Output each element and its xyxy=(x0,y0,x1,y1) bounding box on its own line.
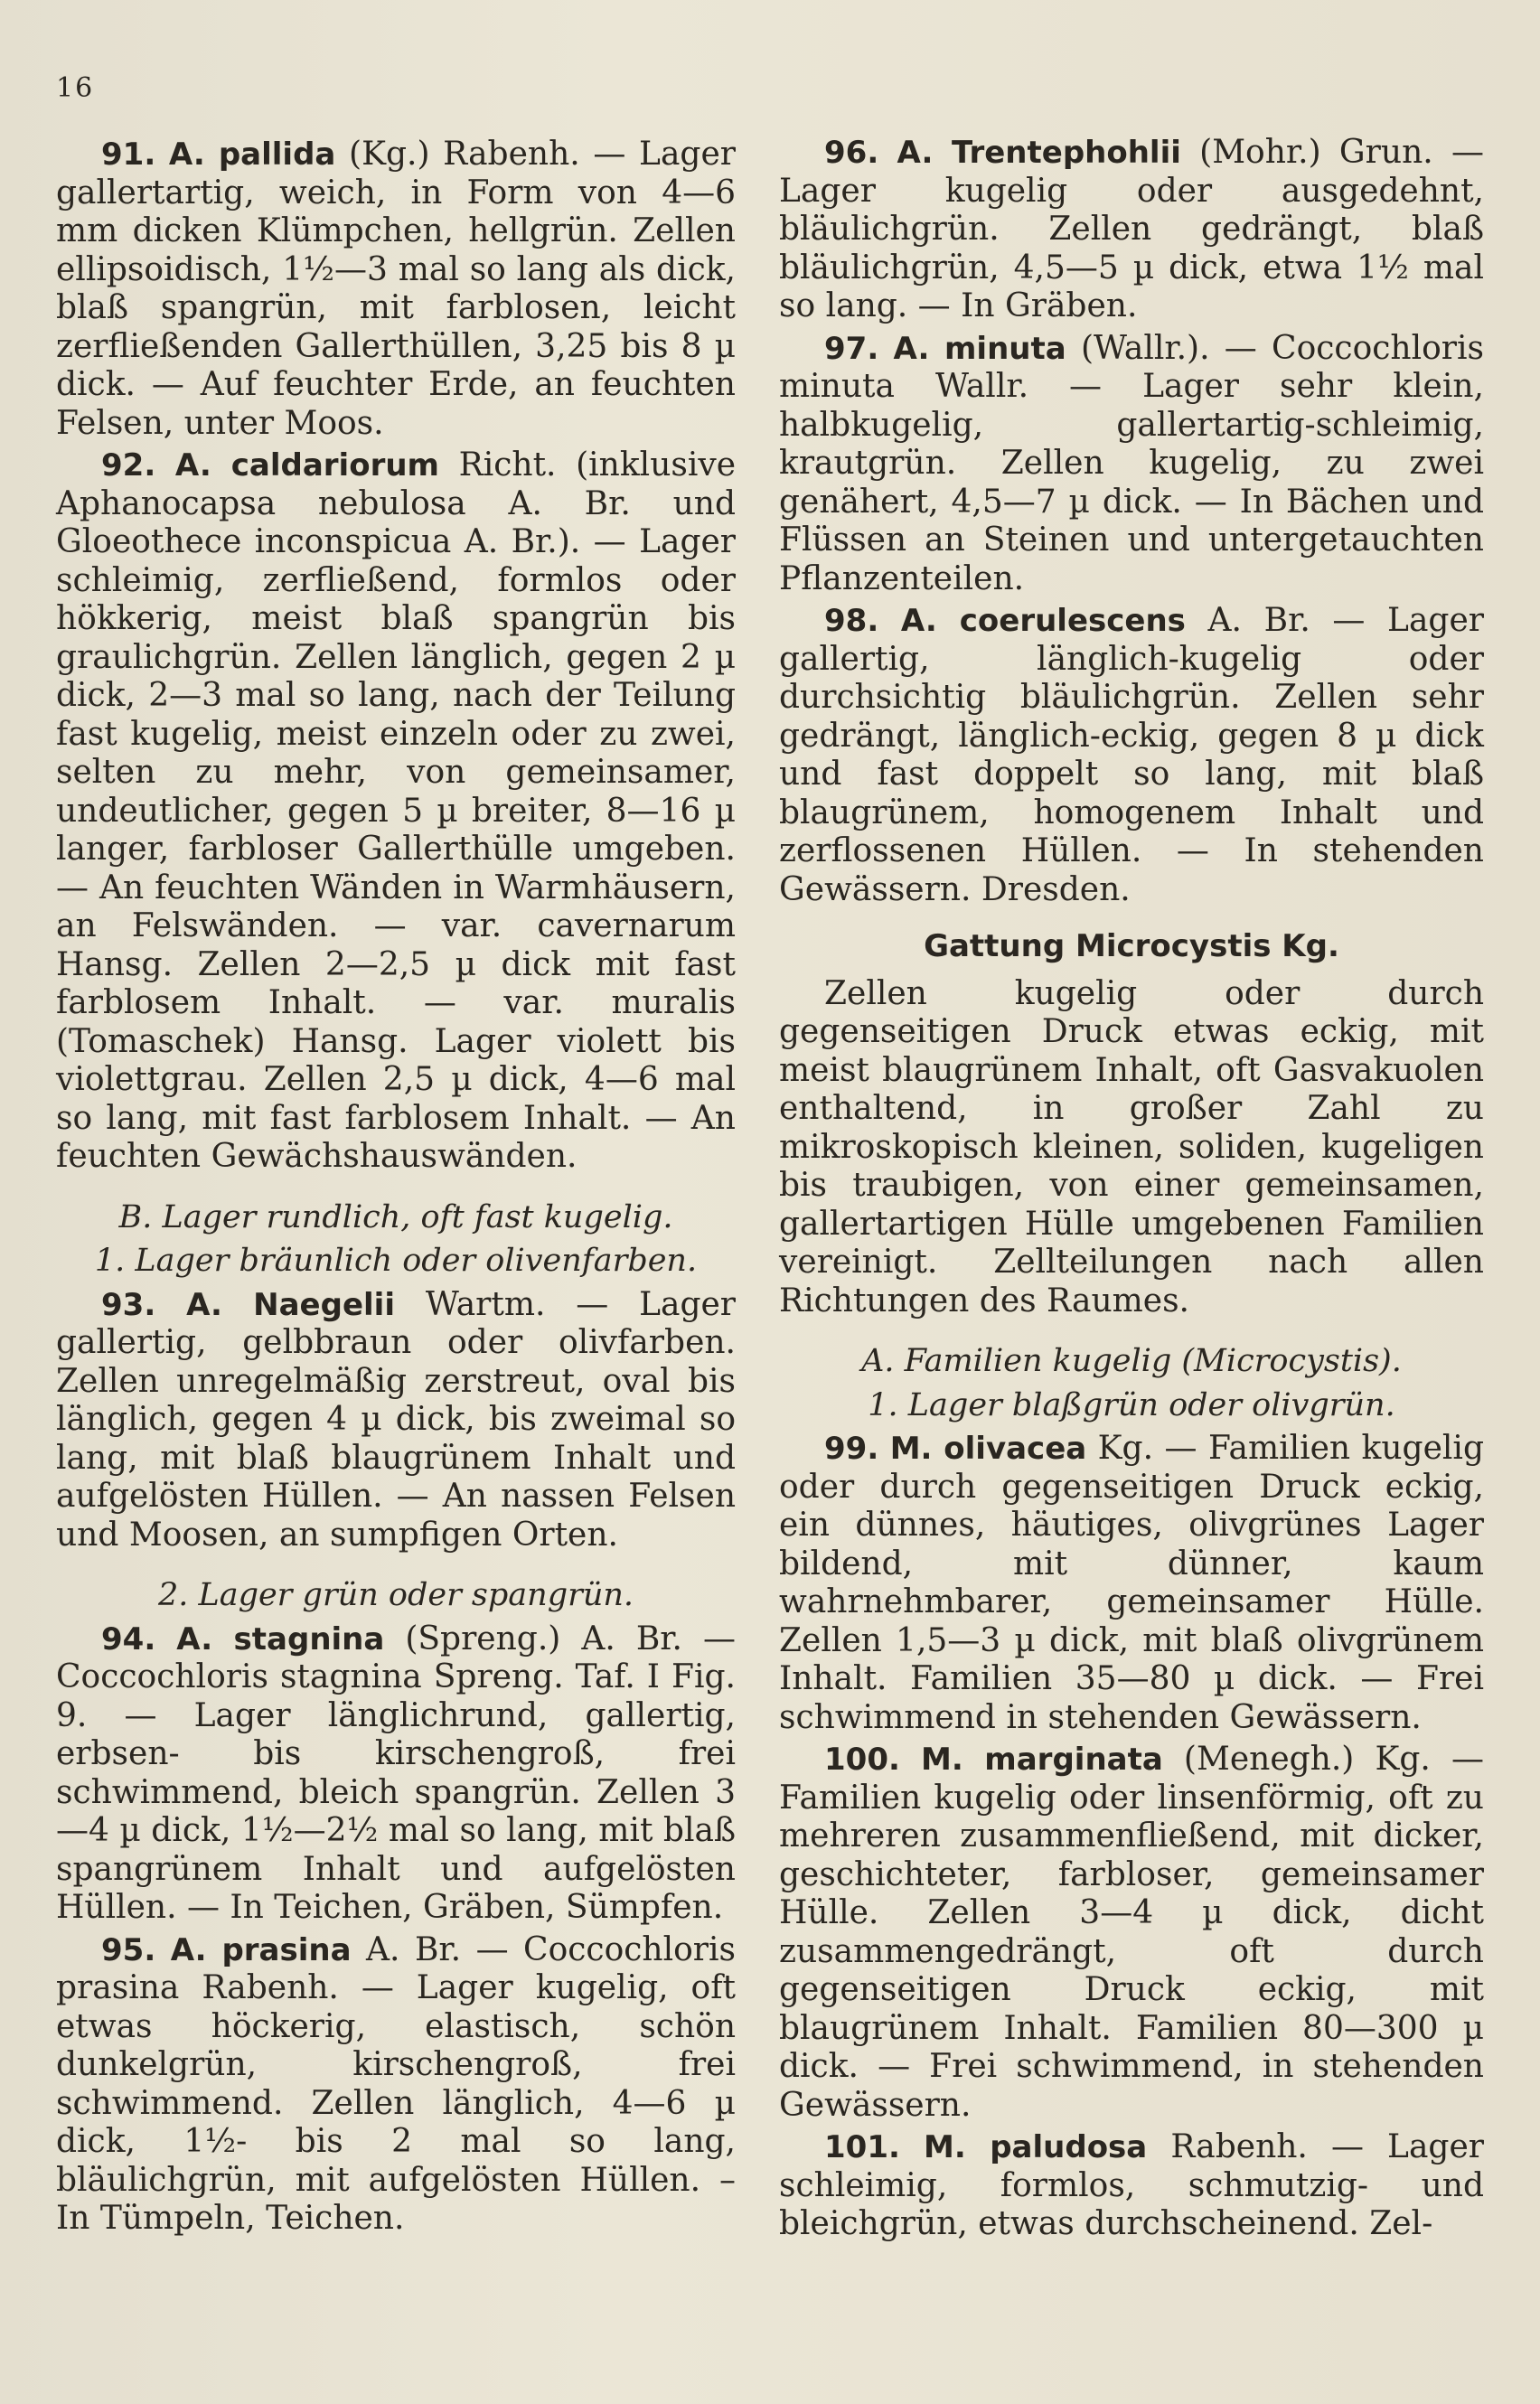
species-entry-100 xyxy=(779,1741,1484,2125)
subsection-heading: A. Familien kugelig (Microcystis). xyxy=(861,1343,1402,1379)
subsection-heading: 1. Lager blaßgrün oder olivgrün. xyxy=(868,1386,1395,1423)
species-name: A. prasina xyxy=(170,1931,352,1968)
entry-number: 101. xyxy=(824,2129,900,2165)
species-entry-97 xyxy=(779,330,1484,599)
species-entry-93 xyxy=(56,1286,736,1555)
entry-text: (Mohr.) Grun. — Lager kugelig oder ausgedehnt, bläulichgrün. Zellen gedrängt, blaß bläulichgrün, 4,5—5 µ dick, etwa 1½ mal so lang. — In Gräben. xyxy=(779,134,1484,324)
subsection-heading: 2. Lager grün oder spangrün. xyxy=(157,1577,634,1613)
entry-number: 99. xyxy=(824,1431,879,1467)
entry-number: 97. xyxy=(824,330,879,367)
species-name: M. paludosa xyxy=(923,2129,1148,2165)
species-name: A. pallida xyxy=(168,136,336,173)
species-entry-99 xyxy=(779,1430,1484,1737)
right-column xyxy=(779,134,1484,2248)
species-name: A. stagnina xyxy=(176,1620,385,1657)
entry-text: Richt. (inklusive Aphanocapsa nebulosa A. Br. und Gloeothece inconspicua A. Br.). — Lager schleimig, zerfließend, formlos oder hökkerig, meist blaß spangrün bis graulichgrün. Zellen länglich, gegen 2 µ dick, 2—3 mal so lang, nach der Teilung fast kugelig, meist einzeln oder zu zwei, selten zu mehr, von gemeinsamer, undeutlicher, gegen 5 µ breiter, 8—16 µ langer, farbloser Gallerthülle umgeben. — An feuchten Wänden in Warmhäusern, an Felswänden. — var. cavernarum Hansg. Zellen 2—2,5 µ dick mit fast farblosem Inhalt. — var. muralis (Tomaschek) Hansg. Lager violett bis violettgrau. Zellen 2,5 µ dick, 4—6 mal so lang, mit fast farblosem Inhalt. — An feuchten Gewächshauswänden. xyxy=(56,446,737,1175)
species-entry-92 xyxy=(56,446,736,1177)
entry-text: (Wallr.). — Coccochloris minuta Wallr. — Lager sehr klein, halbkugelig, gallertartig-schleimig, krautgrün. Zellen kugelig, zu zwei genähert, 4,5—7 µ dick. — In Bächen und Flüssen an Steinen und untergetauchten Pflanzenteilen. xyxy=(779,329,1485,597)
species-name: A. Trentephohlii xyxy=(897,135,1181,171)
species-entry-96 xyxy=(779,134,1484,326)
species-name: A. coerulescens xyxy=(900,603,1186,639)
entry-text: A. Br. — Lager gallertig, länglich-kugelig oder durchsichtig bläulichgrün. Zellen sehr gedrängt, länglich-eckig, gegen 8 µ dick und fast doppelt so lang, mit blaß blaugrünem, homogenem Inhalt und zerflossenen Hüllen. — In stehenden Gewässern. Dresden. xyxy=(779,602,1484,908)
entry-text: (Menegh.) Kg. — Familien kugelig oder linsenförmig, oft zu mehreren zusammenfließend, mit dicker, geschichteter, farbloser, gemeinsamer Hülle. Zellen 3—4 µ dick, dicht zusammengedrängt, oft durch gegenseitigen Druck eckig, mit blaugrünem Inhalt. Familien 80—300 µ dick. — Frei schwimmend, in stehenden Gewässern. xyxy=(779,1741,1485,2124)
subsection-heading: 1. Lager bräunlich oder olivenfarben. xyxy=(94,1243,698,1279)
genus-heading: Gattung Microcystis Kg. xyxy=(924,928,1339,964)
species-entry-91 xyxy=(56,136,736,443)
entry-text: Rabenh. — Lager schleimig, formlos, schmutzig- und bleichgrün, etwas durchscheinend. Zel- xyxy=(779,2128,1484,2242)
species-entry-95 xyxy=(56,1931,736,2239)
entry-number: 100. xyxy=(824,1742,900,1778)
entry-text: (Kg.) Rabenh. — Lager gallertartig, weich, in Form von 4—6 mm dicken Klümpchen, hellgrün. Zellen ellipsoidisch, 1½—3 mal so lang als dick, blaß spangrün, mit farblosen, leicht zerfließenden Gallerthüllen, 3,25 bis 8 µ dick. — Auf feuchter Erde, an feuchten Felsen, unter Moos. xyxy=(56,136,736,442)
entry-text: Wartm. — Lager gallertig, gelbbraun oder olivfarben. Zellen unregelmäßig zerstreut, oval bis länglich, gegen 4 µ dick, bis zweimal so lang, mit blaß blaugrünem Inhalt und aufgelösten Hüllen. — An nassen Felsen und Moosen, an sumpfigen Orten. xyxy=(56,1285,736,1554)
entry-number: 93. xyxy=(101,1286,156,1323)
entry-number: 91. xyxy=(101,136,156,173)
species-name: M. marginata xyxy=(921,1742,1163,1778)
species-entry-98 xyxy=(779,602,1484,909)
species-name: A. minuta xyxy=(893,330,1066,367)
entry-text: (Spreng.) A. Br. — Coccochloris stagnina Spreng. Taf. I Fig. 9. — Lager länglichrund, gallertig, erbsen- bis kirschengroß, frei schwimmend, bleich spangrün. Zellen 3—4 µ dick, 1½—2½ mal so lang, mit blaß spangrünem Inhalt und aufgelösten Hüllen. — In Teichen, Gräben, Sümpfen. xyxy=(56,1620,736,1926)
subsection-heading: B. Lager rundlich, oft fast kugelig. xyxy=(118,1198,673,1235)
species-entry-94 xyxy=(56,1620,736,1928)
genus-description: Zellen kugelig oder durch gegenseitigen Druck etwas eckig, mit meist blaugrünem Inhalt, oft Gasvakuolen enthaltend, in großer Zahl zu mikroskopisch kleinen, soliden, kugeligen bis traubigen, von einer gemeinsamen, gallertartigen Hülle umgebenen Familien vereinigt. Zellteilungen nach allen Richtungen des Raumes. xyxy=(779,974,1484,1319)
entry-text: A. Br. — Coccochloris prasina Rabenh. — Lager kugelig, oft etwas höckerig, elastisch, schön dunkelgrün, kirschengroß, frei schwimmend. Zellen länglich, 4—6 µ dick, 1½- bis 2 mal so lang, bläulichgrün, mit aufgelösten Hüllen. – In Tümpeln, Teichen. xyxy=(56,1930,736,2237)
species-name: A. caldariorum xyxy=(174,447,439,484)
entry-number: 94. xyxy=(101,1620,156,1657)
entry-number: 92. xyxy=(101,447,156,484)
page-number: 16 xyxy=(56,72,95,104)
entry-number: 96. xyxy=(824,135,879,171)
left-column xyxy=(56,136,736,2242)
entry-text: Kg. — Familien kugelig oder durch gegenseitigen Druck eckig, ein dünnes, häutiges, olivgrünes Lager bildend, mit dünner, kaum wahrnehmbarer, gemeinsamer Hülle. Zellen 1,5—3 µ dick, mit blaß olivgrünem Inhalt. Familien 35—80 µ dick. — Frei schwimmend in stehenden Gewässern. xyxy=(779,1430,1484,1736)
entry-number: 95. xyxy=(101,1931,156,1968)
species-name: A. Naegelii xyxy=(186,1286,395,1323)
entry-number: 98. xyxy=(824,603,879,639)
species-entry-101 xyxy=(779,2128,1484,2244)
species-name: M. olivacea xyxy=(889,1431,1087,1467)
